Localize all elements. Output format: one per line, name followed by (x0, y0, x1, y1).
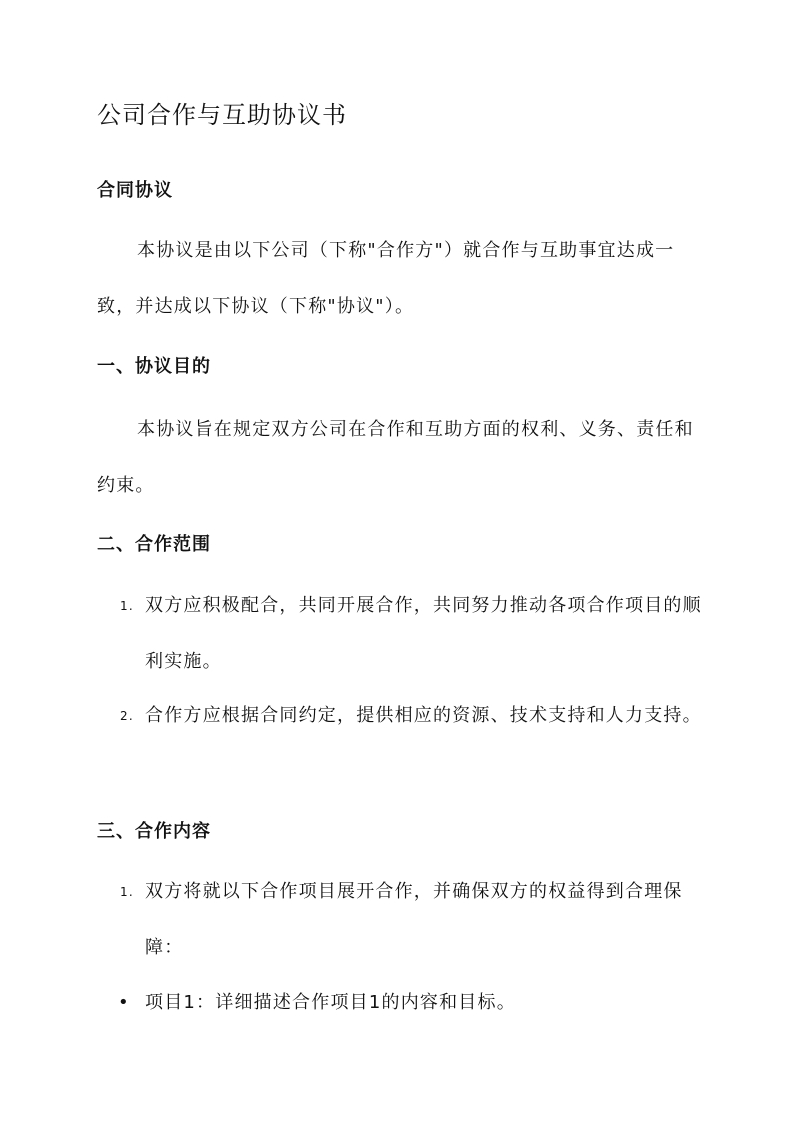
list-item-text: 双方将就以下合作项目展开合作，并确保双方的权益得到合理保障： (145, 881, 683, 958)
document-title: 公司合作与互助协议书 (97, 101, 347, 129)
list-item-text: 合作方应根据合同约定，提供相应的资源、技术支持和人力支持。 (145, 705, 702, 726)
list-item-number: 1. (120, 599, 134, 613)
bullet-item (118, 975, 705, 1031)
list-item (120, 864, 705, 976)
section-heading-scope: 二、合作范围 (97, 534, 211, 555)
list-item-number: 1. (120, 885, 134, 899)
section-heading-content: 三、合作内容 (97, 821, 211, 842)
list-item (120, 688, 705, 744)
list-item (120, 578, 705, 690)
section-heading-purpose: 一、协议目的 (97, 356, 211, 377)
section-paragraph-purpose: 本协议旨在规定双方公司在合作和互助方面的权利、义务、责任和约束。 (97, 419, 694, 496)
section-paragraph-contract: 本协议是由以下公司（下称"合作方"）就合作与互助事宜达成一致，并达成以下协议（下称"协议"）。 (97, 240, 675, 317)
list-item-number: 2. (120, 709, 134, 723)
section-heading-contract: 合同协议 (97, 180, 173, 201)
bullet-dot-icon: • (118, 992, 130, 1013)
list-item-text: 双方应积极配合，共同开展合作，共同努力推动各项合作项目的顺利实施。 (145, 595, 702, 672)
bullet-item-text: 项目1：详细描述合作项目1的内容和目标。 (145, 992, 516, 1013)
